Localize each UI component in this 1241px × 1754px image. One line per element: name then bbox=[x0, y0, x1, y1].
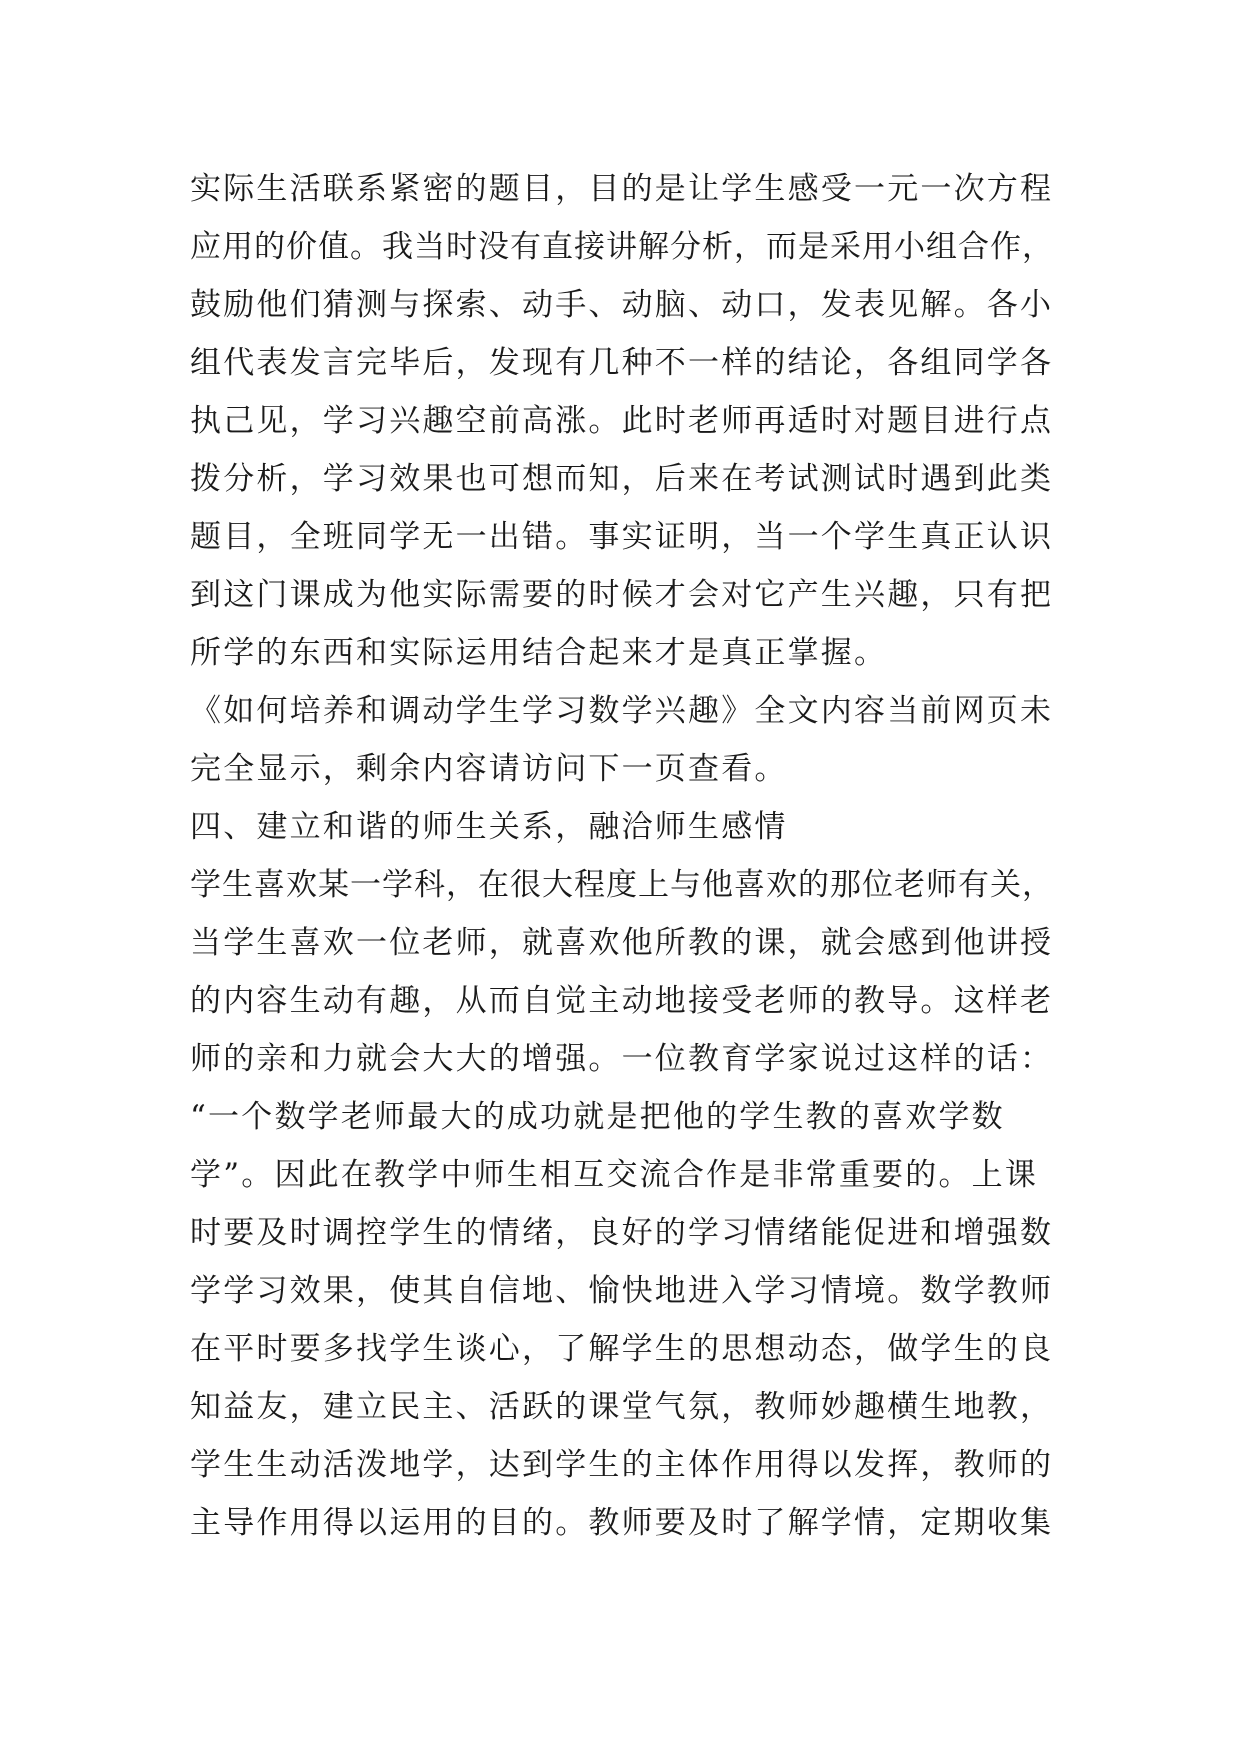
text-line: 鼓励他们猜测与探索、动手、动脑、动口，发表见解。各小 bbox=[190, 287, 1054, 323]
text-line: 题目，全班同学无一出错。事实证明，当一个学生真正认识 bbox=[190, 519, 1054, 555]
text-line: 到这门课成为他实际需要的时候才会对它产生兴趣，只有把 bbox=[190, 577, 1054, 613]
section-heading: 四、建立和谐的师生关系，融洽师生感情 bbox=[190, 809, 788, 845]
text-line: “一个数学老师最大的成功就是把他的学生教的喜欢学数 bbox=[190, 1099, 1005, 1135]
text-line: 执己见，学习兴趣空前高涨。此时老师再适时对题目进行点 bbox=[190, 403, 1054, 439]
text-line: 组代表发言完毕后，发现有几种不一样的结论，各组同学各 bbox=[190, 345, 1054, 381]
text-line: 主导作用得以运用的目的。教师要及时了解学情，定期收集 bbox=[190, 1505, 1054, 1541]
text-line: 学生喜欢某一学科，在很大程度上与他喜欢的那位老师有关， bbox=[190, 867, 1054, 903]
text-line: 师的亲和力就会大大的增强。一位教育学家说过这样的话： bbox=[190, 1041, 1054, 1077]
text-line: 拨分析，学习效果也可想而知，后来在考试测试时遇到此类 bbox=[190, 461, 1054, 497]
text-line: 时要及时调控学生的情绪，良好的学习情绪能促进和增强数 bbox=[190, 1215, 1054, 1251]
text-line: 实际生活联系紧密的题目，目的是让学生感受一元一次方程 bbox=[190, 171, 1054, 207]
text-line: 所学的东西和实际运用结合起来才是真正掌握。 bbox=[190, 635, 888, 671]
text-line: 的内容生动有趣，从而自觉主动地接受老师的教导。这样老 bbox=[190, 983, 1054, 1019]
text-line: 学”。因此在教学中师生相互交流合作是非常重要的。上课 bbox=[190, 1157, 1039, 1193]
text-line: 《如何培养和调动学生学习数学兴趣》全文内容当前网页未 bbox=[190, 693, 1054, 729]
body-text bbox=[190, 160, 1060, 1552]
text-line: 知益友，建立民主、活跃的课堂气氛，教师妙趣横生地教， bbox=[190, 1389, 1054, 1425]
text-line: 学生生动活泼地学，达到学生的主体作用得以发挥，教师的 bbox=[190, 1447, 1054, 1483]
text-line: 在平时要多找学生谈心，了解学生的思想动态，做学生的良 bbox=[190, 1331, 1054, 1367]
text-line: 学学习效果，使其自信地、愉快地进入学习情境。数学教师 bbox=[190, 1273, 1054, 1309]
text-line: 应用的价值。我当时没有直接讲解分析，而是采用小组合作， bbox=[190, 229, 1054, 265]
text-line: 当学生喜欢一位老师，就喜欢他所教的课，就会感到他讲授 bbox=[190, 925, 1054, 961]
text-line: 完全显示，剩余内容请访问下一页查看。 bbox=[190, 751, 788, 787]
